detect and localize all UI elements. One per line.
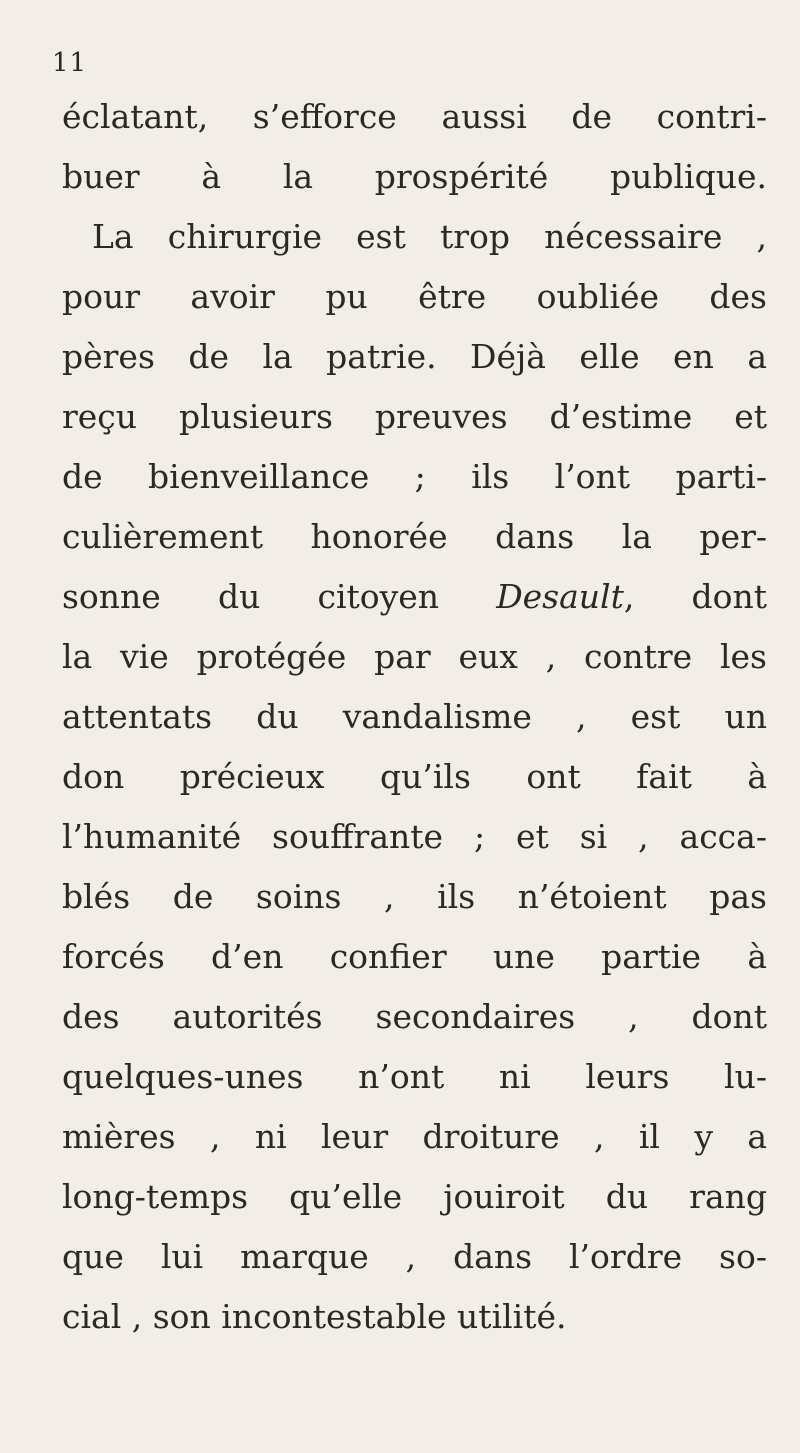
text-line: de bienveillance ; ils l’ont parti- [62,457,767,496]
text-fragment: , dont [623,577,767,616]
text-line: pères de la patrie. Déjà elle en a [62,337,767,376]
text-line: attentats du vandalisme , est un [62,697,767,736]
text-line: don précieux qu’ils ont fait à [62,757,767,796]
text-line: des autorités secondaires , dont [62,997,767,1036]
text-fragment: sonne du citoyen [62,577,497,616]
text-line: forcés d’en confier une partie à [62,937,767,976]
text-line [62,567,767,627]
text-line: culièrement honorée dans la per- [62,517,767,556]
text-line: que lui marque , dans l’ordre so- [62,1237,767,1276]
text-line: cial , son incontestable utilité. [62,1297,567,1336]
text-line: blés de soins , ils n’étoient pas [62,877,767,916]
page-number: 11 [52,48,88,78]
text-line: éclatant, s’efforce aussi de contri- [62,97,767,136]
text-line: quelques-unes n’ont ni leurs lu- [62,1057,767,1096]
text-line: buer à la prospérité publique. [62,157,767,196]
body-text [62,87,767,1347]
text-line: long-temps qu’elle jouiroit du rang [62,1177,767,1216]
text-line: pour avoir pu être oubliée des [62,277,767,316]
text-line: la vie protégée par eux , contre les [62,637,767,676]
text-line: l’humanité souffrante ; et si , acca- [62,817,767,856]
text-line: reçu plusieurs preuves d’estime et [62,397,767,436]
text-line: La chirurgie est trop nécessaire , [92,217,767,256]
text-line: mières , ni leur droiture , il y a [62,1117,767,1156]
italic-name: Desault [496,577,624,616]
